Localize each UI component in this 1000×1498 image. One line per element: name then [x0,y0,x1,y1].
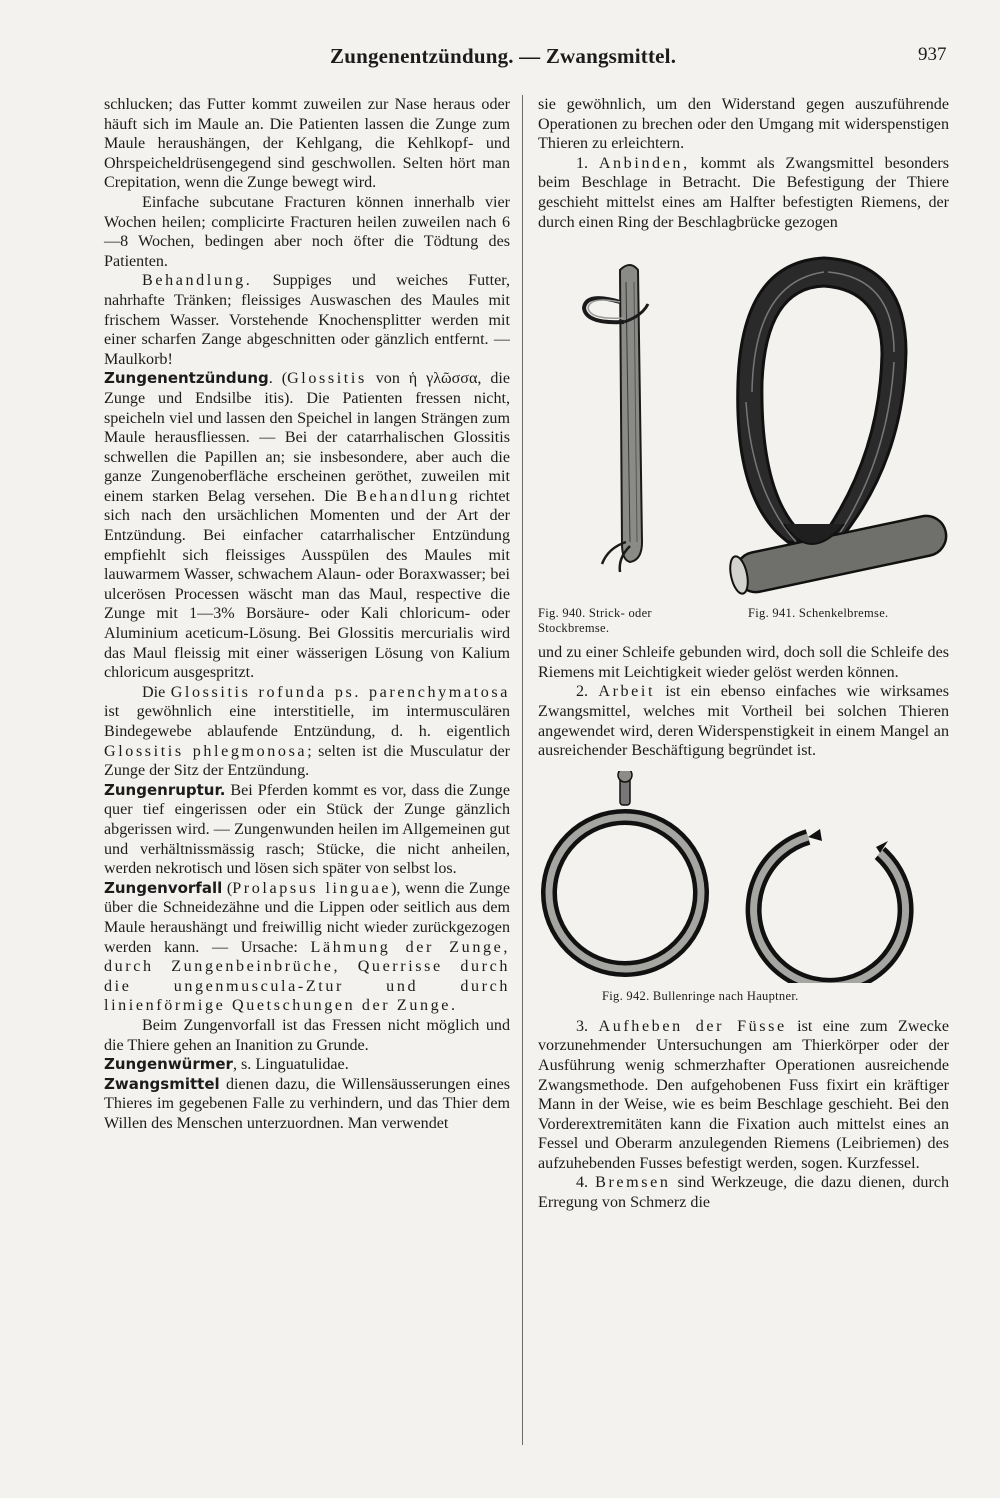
paragraph-anbinden [538,154,949,232]
paragraph-arbeit [538,682,949,760]
paragraph-text: dienen dazu, die Willensäusserungen eines Thieres im gegebenen Falle zu verhindern, und das Thier dem Willen des Menschen unterzuordnen. Man verwendet [104,1075,510,1132]
entry-term: Zwangsmittel [104,1074,220,1093]
running-title: Zungenentzündung. — Zwangsmittel. [330,44,677,68]
paragraph-text: Suppiges und weiches Futter, nahrhafte Tränken; fleissiges Auswaschen des Maules mit frischem Wasser. Vorstehende Knochensplitter werden mit einer scharfen Zange abgeschnitten oder gänzlich entfernt. — Maulkorb! [104,272,510,368]
paragraph-bremsen [538,1173,949,1212]
paragraph-text: von ἡ γλῶσσα, die Zunge und Endsilbe itis). Die Patienten fressen nicht, speicheln viel und lassen den Speichel in langen Strängen zum Maule herausfliessen. — Bei der catarrhalischen Glossitis schwellen die Papillen an; sie insbesondere, aber auch die ganze Zungenoberfläche erscheinen geröthet, zuweilen mit einem starken Belag versehen. Die [104,370,510,505]
paragraph-text: . ( [268,370,288,388]
item-number: 3. [576,1017,599,1035]
paragraph: Einfache subcutane Fracturen können innerhalb vier Wochen heilen; complicirte Fracturen heilen zuweilen nach 6—8 Wochen, bedingen aber noch öfter die Tödtung des Patienten. [104,193,510,270]
entry-zwangsmittel [104,1075,510,1134]
entry-zungenentzuendung [104,369,510,683]
paragraph-text: Die [142,683,171,701]
bull-ring-open-image [754,829,906,983]
paragraph-text: ( [222,879,233,897]
paragraph-text: ), wenn die Zunge über die Schneidezähne und die Lippen oder seitlich aus dem Maule heraushängt und freiwillig nicht wieder zurückgezogen werden kann. — Ursache: [104,879,510,956]
spaced-term: Glossitis phlegmonosa [104,742,308,760]
figure-940-941 [538,242,949,637]
spaced-term: Anbinden, [598,154,690,172]
brake-illustration [538,242,949,602]
spaced-term: Bremsen [595,1174,671,1192]
paragraph-text: ; selten ist die Musculatur der Zunge der Sitz der Entzündung. [104,742,510,780]
paragraph: und zu einer Schleife gebunden wird, doch soll die Schleife des Riemens mit Leichtigkeit wieder gelöst werden können. [538,644,949,681]
paragraph: Beim Zungenvorfall ist das Fressen nicht möglich und die Thiere gehen an Inanition zu Grunde. [104,1016,510,1054]
spaced-term: Aufheben der Füsse [598,1017,787,1035]
paragraph-text: richtet sich nach den ursächlichen Momenten und der Art der Entzündung. Bei einfacher catarrhalischer Entzündung empfiehlt sich fleissiges Ausspülen des Maules mit lauwarmem Wasser, schwachem Alaun- oder Boraxwasser; bei ulcerösen Processen wäscht man das Maul, respective die Zunge mit 1—3% Borsäure- oder Kali chloricum- oder Aluminium aceticum-Lösung. Bei Glossitis mercurialis wird das Maul fleissig mit einer wässerigen Lösung von Kalium chloricum ausgespritzt. [104,487,510,682]
page-header [0,38,1000,78]
item-number: 1. [576,154,599,172]
entry-term: Zungenvorfall [104,878,223,897]
entry-zungenvorfall [104,879,510,1016]
item-number: 4. [576,1174,596,1192]
bull-ring-closed-image [549,771,701,969]
figure-caption-941: Fig. 941. Schenkelbremse. [748,606,889,621]
item-number: 2. [576,683,599,701]
leg-brake-image [727,258,949,596]
entry-term: Zungenwürmer [104,1055,233,1074]
stick-brake-image [584,265,648,572]
left-column [104,95,510,1133]
figure-caption-940: Fig. 940. Strick- oder Stockbremse. [538,606,652,636]
spaced-term: Behandlung [356,487,460,505]
spaced-term: Glossitis [287,370,367,388]
spaced-term: Behandlung. [142,272,253,290]
paragraph-glossitis-profunda [104,683,510,781]
right-column [538,95,949,1213]
spaced-term: Arbeit [598,683,656,701]
column-divider [522,95,523,1445]
paragraph-text: Bei Pferden kommt es vor, dass die Zunge quer tief eingerissen oder ein Stück der Zunge gänzlich abgerissen wird. — Zungenwunden heilen im Allgemeinen gut und verhältnissmässig rasch; Stücke, die nicht anheilen, werden nekrotisch und lösen sich später von selbst los. [104,781,510,878]
figure-942 [538,771,949,1011]
paragraph-text: ist gewöhnlich eine interstitielle, im intermusculären Bindegewebe ablaufende Entzündung, d. h. eigentlich [104,703,510,740]
page-number: 937 [918,44,947,65]
paragraph-text: sind Werkzeuge, die dazu dienen, durch Erregung von Schmerz die [538,1174,950,1212]
entry-zungenruptur [104,781,510,879]
paragraph-behandlung [104,271,510,369]
spaced-term: Prolapsus linguae [232,879,392,897]
paragraph-text: kommt als Zwangsmittel besonders beim Beschlage in Betracht. Die Befestigung der Thiere geschieht mittelst eines am Halfter befestigten Riemens, der durch einen Ring der Beschlagbrücke gezogen [538,154,950,231]
entry-term: Zungenruptur. [104,780,226,799]
entry-zungenwuermer [104,1055,510,1075]
paragraph-text: , s. Linguatulidae. [232,1056,349,1074]
paragraph-text: ist eine zum Zwecke vorzunehmender Untersuchungen am Thierkörper oder der Ausführung wenig schmerzhafter Operationen ausreichende Zwangsmethode. Den aufgehobenen Fuss fixirt ein kräftiger Mann in der Weise, wie es beim Beschlage geschieht. Bei den Vorderextremitäten kann die Fixation auch mittelst eines an Fessel und Oberarm anzulegenden Riemens (Leibriemen) des aufzuhebenden Fusses befestigt werden, sogen. Kurzfessel. [538,1017,949,1172]
entry-term: Zungenentzündung [104,369,269,388]
paragraph: schlucken; das Futter kommt zuweilen zur Nase heraus oder häuft sich im Maule an. Die Patienten lassen die Zunge zum Maule heraushängen, der Kehlgang, die Kehlkopf- und Ohrspeicheldrüsengegend sind geschwollen. Selten hört man Crepitation, wenn die Zunge bewegt wird. [104,96,510,192]
bull-rings-illustration [538,771,949,983]
paragraph-text: ist ein ebenso einfaches wie wirksames Zwangsmittel, welches mit Vortheil bei solchen Thieren angewendet wird, deren Widerspenstigkeit in einem Mangel an ausreichender Beschäftigung begründet ist. [538,683,950,760]
figure-caption-942: Fig. 942. Bullenringe nach Hauptner. [602,988,799,1003]
paragraph-aufheben [538,1017,949,1174]
spaced-term: Lähmung der Zunge, durch Zungenbeinbrüche, Querrisse durch die ungenmuscula-Ztur und durch linienförmige Quetschungen der Zunge. [104,938,510,1015]
spaced-term: Glossitis rofunda ps. parenchymatosa [170,683,510,701]
paragraph: sie gewöhnlich, um den Widerstand gegen auszuführende Operationen zu brechen oder den Umgang mit widerspenstigen Thieren zu erleichtern. [538,96,949,153]
